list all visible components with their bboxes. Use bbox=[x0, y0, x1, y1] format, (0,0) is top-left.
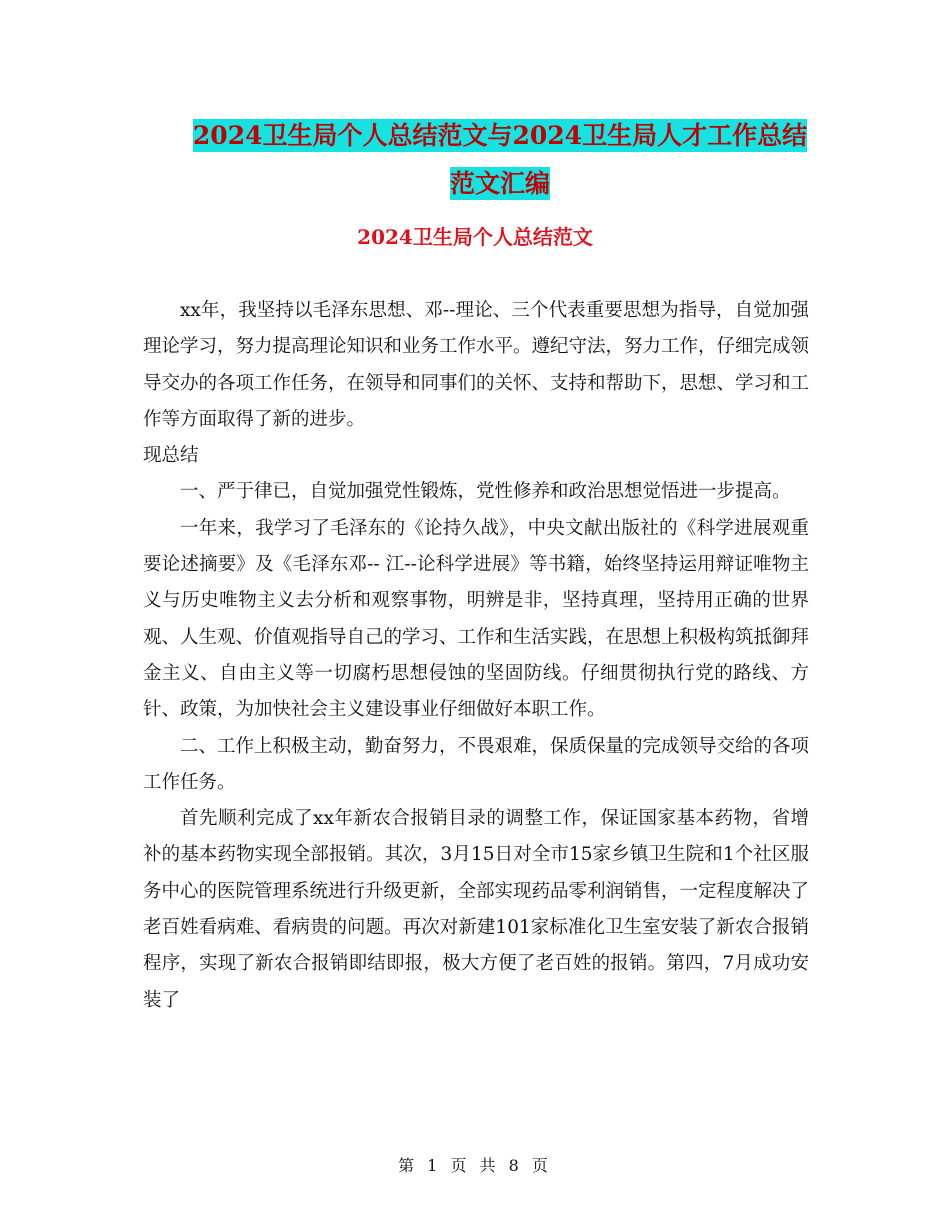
document-body bbox=[143, 293, 809, 1019]
document-title bbox=[140, 112, 860, 208]
paragraph: 首先顺利完成了xx年新农合报销目录的调整工作，保证国家基本药物，省增补的基本药物实现全部报销。其次，3月15日对全市15家乡镇卫生院和1个社区服务中心的医院管理系统进行升级更新，全部实现药品零利润销售，一定程度解决了老百姓看病难、看病贵的问题。再次对新建101家标准化卫生室安装了新农合报销程序，实现了新农合报销即结即报，极大方便了老百姓的报销。第四，7月成功安装了 bbox=[143, 808, 810, 1011]
section-heading: 2024卫生局个人总结范文 bbox=[357, 225, 593, 249]
page-footer: 第 1 页 共 8 页 bbox=[398, 1156, 552, 1175]
paragraph: 二、工作上积极主动，勤奋努力，不畏艰难，保质保量的完成领导交给的各项工作任务。 bbox=[143, 735, 810, 793]
title-line-1: 2024卫生局个人总结范文与2024卫生局人才工作总结 bbox=[192, 121, 808, 150]
paragraph: xx年，我坚持以毛泽东思想、邓--理论、三个代表重要思想为指导，自觉加强理论学习，努力提高理论知识和业务工作水平。遵纪守法，努力工作，仔细完成领导交办的各项工作任务，在领导和同事们的关怀、支持和帮助下，思想、学习和工作等方面取得了新的进步。 bbox=[143, 300, 810, 430]
paragraph: 现总结 bbox=[143, 445, 199, 467]
title-line-2: 范文汇编 bbox=[449, 169, 550, 198]
paragraph: 一、严于律已，自觉加强党性锻炼，党性修养和政治思想觉悟进一步提高。 bbox=[180, 481, 791, 503]
paragraph: 一年来，我学习了毛泽东的《论持久战》，中央文献出版社的《科学进展观重要论述摘要》及《毛泽东邓-- 江--论科学进展》等书籍，始终坚持运用辩证唯物主义与历史唯物主义去分析和观察事物，明辨是非，坚持真理，坚持用正确的世界观、人生观、价值观指导自己的学习、工作和生活实践，在思想上积极构筑抵御拜金主义、自由主义等一切腐朽思想侵蚀的坚固防线。仔细贯彻执行党的路线、方针、政策，为加快社会主义建设事业仔细做好本职工作。 bbox=[143, 517, 810, 721]
